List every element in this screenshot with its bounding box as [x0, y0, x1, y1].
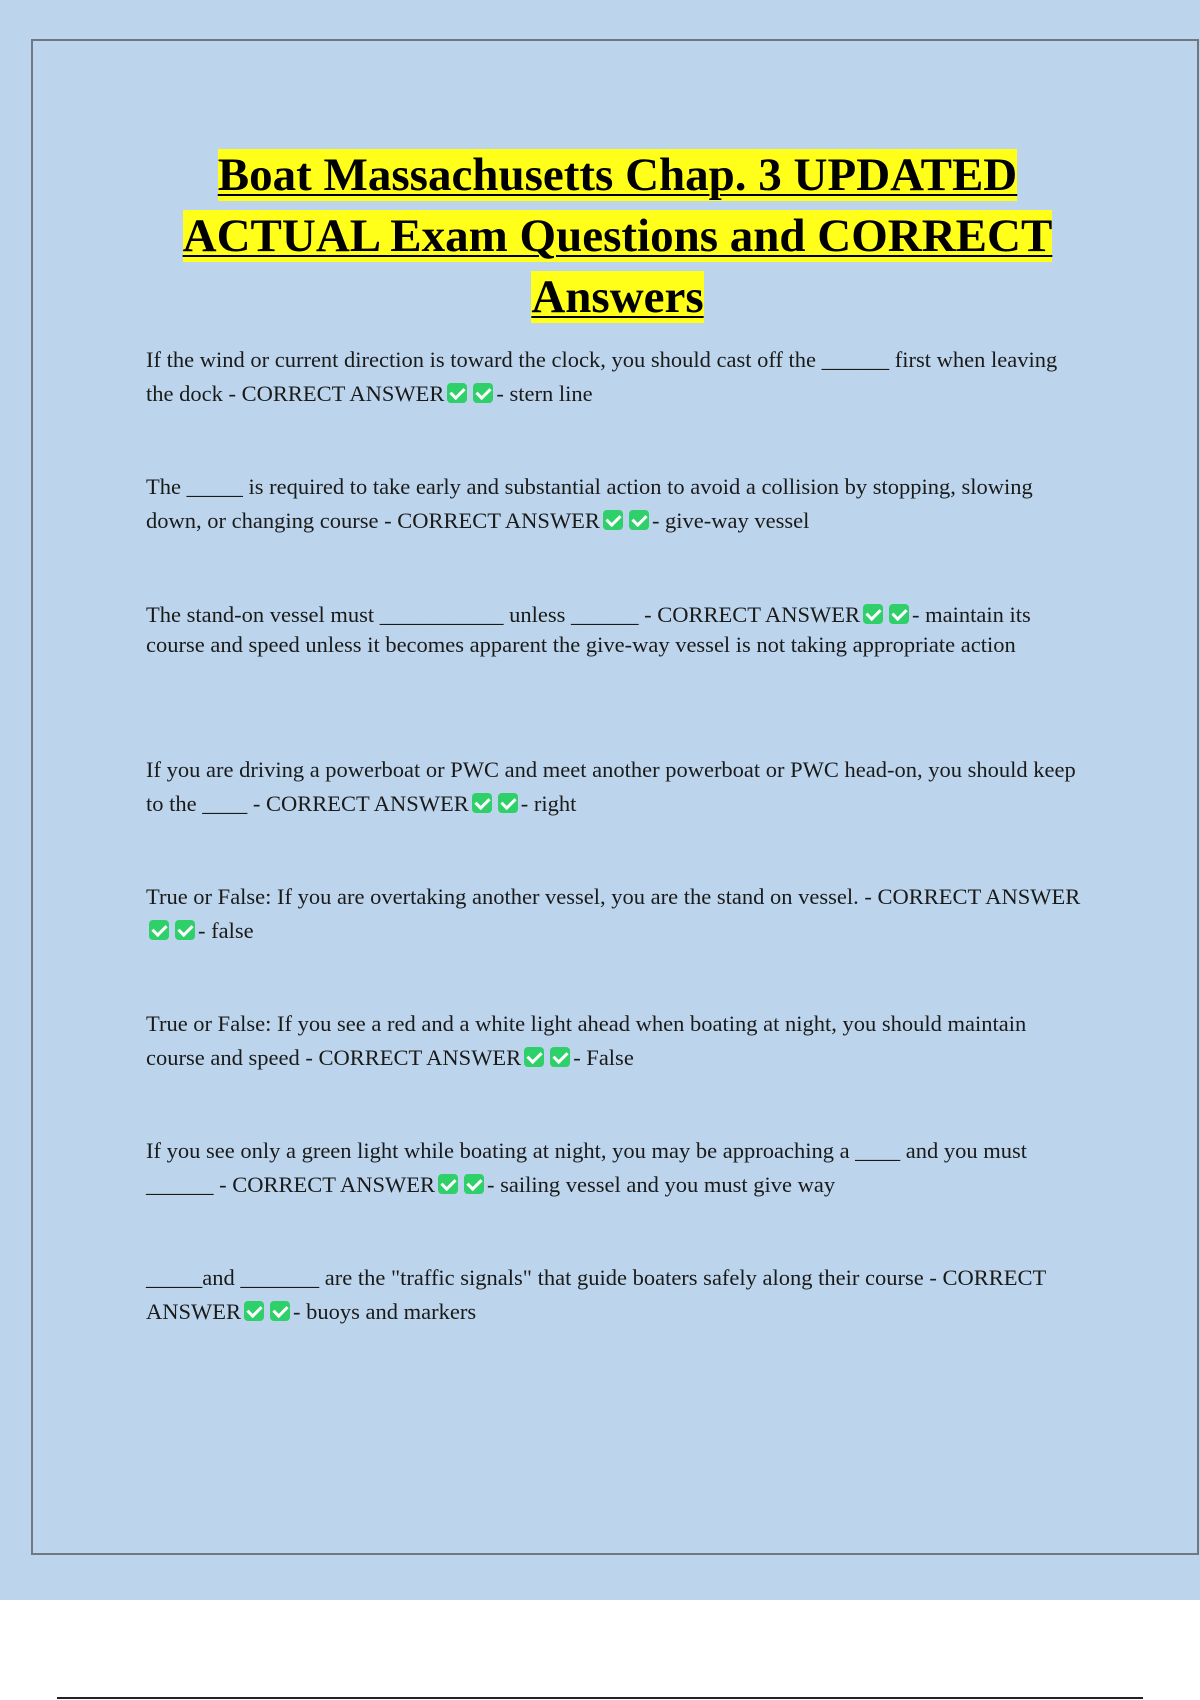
correct-answer-label: CORRECT ANSWER	[318, 1045, 522, 1070]
answer-text: - maintain its course and speed unless it becomes apparent the give-way vessel is not taking appropriate action	[146, 602, 1031, 657]
correct-answer-label: CORRECT ANSWER	[146, 1265, 1046, 1324]
correct-answer-label: CORRECT ANSWER	[265, 791, 469, 816]
check-box-icon	[464, 1174, 484, 1194]
question-text: If the wind or current direction is toward the clock, you should cast off the ______ first when leaving the dock -	[146, 347, 1058, 406]
question-text: True or False: If you see a red and a white light ahead when boating at night, you should maintain course and speed -	[146, 1011, 1027, 1070]
question-text: The stand-on vessel must ___________ unless ______ -	[146, 602, 652, 627]
check-box-icon	[863, 604, 883, 624]
check-box-icon	[472, 793, 492, 813]
correct-answer-label: CORRECT ANSWER	[397, 508, 600, 533]
answer-text: - right	[520, 791, 577, 816]
check-box-icon	[244, 1301, 264, 1321]
check-box-icon	[889, 604, 909, 624]
document-title	[120, 145, 1115, 328]
correct-answer-label: CORRECT ANSWER	[232, 1172, 435, 1197]
answer-text: - buoys and markers	[293, 1299, 477, 1324]
check-box-icon	[524, 1047, 544, 1067]
check-box-icon	[438, 1174, 458, 1194]
question-text: True or False: If you are overtaking another vessel, you are the stand on vessel. -	[146, 884, 872, 909]
question-text: The _____ is required to take early and substantial action to avoid a collision by stopping, slowing down, or changing course -	[146, 474, 1033, 533]
check-box-icon	[550, 1047, 570, 1067]
check-box-icon	[175, 920, 195, 940]
correct-answer-label: CORRECT ANSWER	[241, 381, 445, 406]
qa-item-8	[146, 1261, 1086, 1329]
question-text: If you see only a green light while boating at night, you may be approaching a ____ and you must ______ -	[146, 1138, 1028, 1197]
correct-answer-label: CORRECT ANSWER	[877, 884, 1081, 909]
qa-item-1	[146, 343, 1086, 411]
check-box-icon	[447, 383, 467, 403]
question-text: _____and _______ are the "traffic signals" that guide boaters safely along their course -	[146, 1265, 937, 1290]
check-box-icon	[270, 1301, 290, 1321]
question-text: If you are driving a powerboat or PWC and meet another powerboat or PWC head-on, you should keep to the ____ -	[146, 757, 1076, 816]
answer-text: - stern line	[496, 381, 593, 406]
check-box-icon	[629, 510, 649, 530]
check-box-icon	[149, 920, 169, 940]
answer-text: - false	[198, 918, 254, 943]
qa-item-7	[146, 1134, 1086, 1202]
correct-answer-label: CORRECT ANSWER	[657, 602, 860, 627]
answer-text: - give-way vessel	[651, 508, 810, 533]
check-box-icon	[603, 510, 623, 530]
document-title-text: Boat Massachusetts Chap. 3 UPDATED ACTUAL Exam Questions and CORRECT Answers	[182, 149, 1053, 323]
check-box-icon	[473, 383, 493, 403]
qa-item-4	[146, 753, 1086, 821]
qa-item-3	[146, 600, 1086, 660]
qa-item-2	[146, 470, 1086, 538]
answer-text: - sailing vessel and you must give way	[487, 1172, 836, 1197]
answer-text: - False	[573, 1045, 634, 1070]
qa-item-6	[146, 1007, 1086, 1075]
qa-item-5	[146, 880, 1086, 948]
footer-divider	[57, 1697, 1143, 1699]
check-box-icon	[498, 793, 518, 813]
